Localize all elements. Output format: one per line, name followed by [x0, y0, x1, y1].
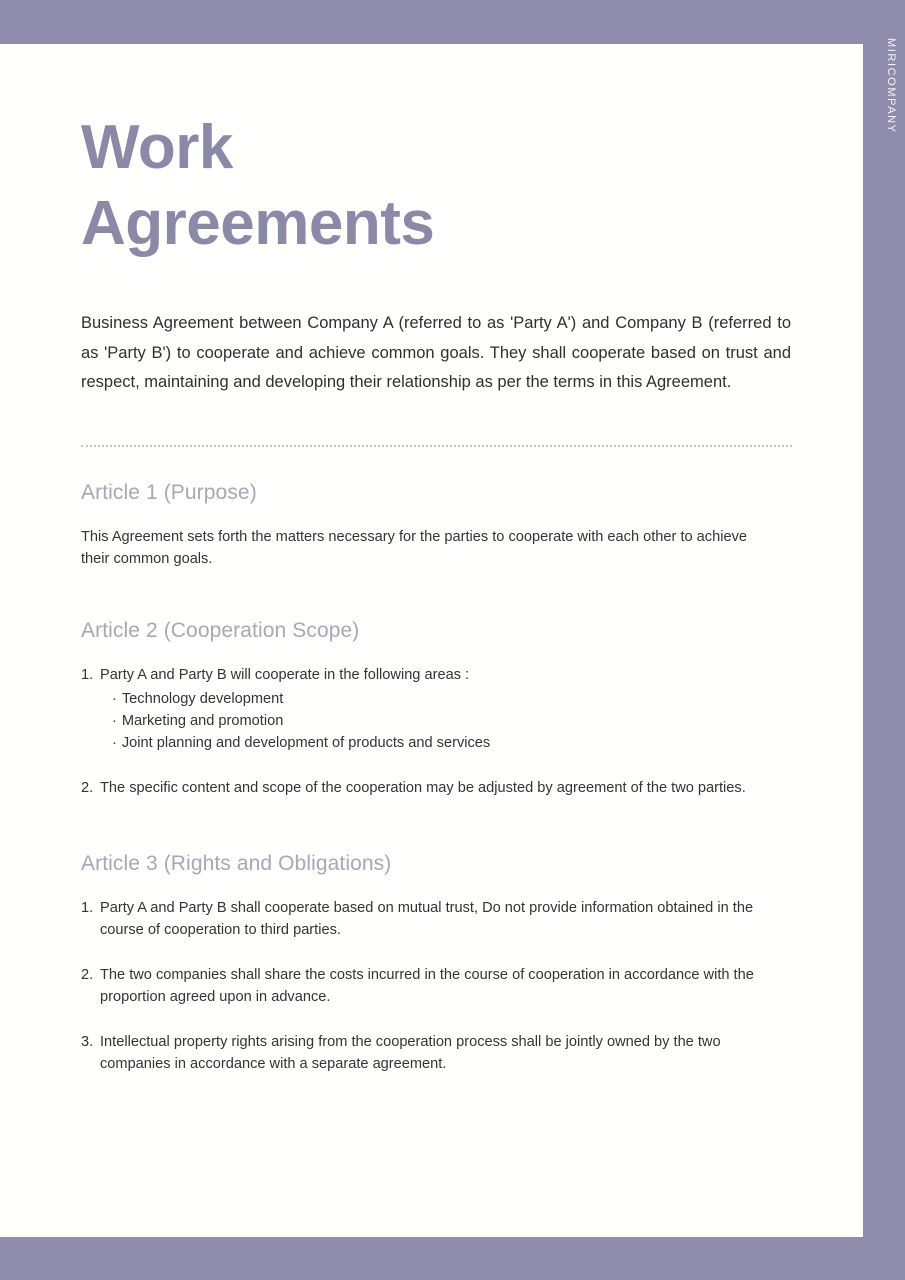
article-heading-2: Article 2 (Cooperation Scope)	[81, 618, 360, 642]
sub-list-item	[100, 710, 781, 732]
article-body-3	[81, 877, 791, 1075]
article-heading-1: Article 1 (Purpose)	[81, 480, 257, 504]
list-text	[100, 664, 781, 754]
page-title	[81, 44, 791, 262]
sub-list-item-label: Joint planning and development of products and services	[121, 734, 491, 751]
article-heading-3: Article 3 (Rights and Obligations)	[81, 851, 392, 875]
article-section-1	[81, 448, 791, 570]
sub-list-item-label: Technology development	[121, 690, 284, 707]
list-marker: 1.	[81, 899, 94, 916]
list-text: Intellectual property rights arising from the cooperation process shall be jointly owned by the two companies in accordance with a separate agreement.	[100, 1033, 721, 1072]
list-marker: 3.	[81, 1033, 94, 1050]
list-text-main: Party A and Party B will cooperate in the following areas :	[100, 666, 470, 683]
article-body-2	[81, 644, 791, 799]
sub-list-item	[100, 732, 781, 754]
list-item	[81, 964, 781, 1008]
list-marker: 2.	[81, 779, 94, 796]
article-section-2	[81, 570, 791, 799]
sub-list-item	[100, 688, 781, 710]
page-title-line-1: Work	[81, 113, 233, 182]
sub-list-item-label: Marketing and promotion	[121, 712, 284, 729]
article-section-3	[81, 799, 791, 1075]
list-item	[81, 664, 781, 754]
brand-strip	[863, 0, 905, 1280]
intro-paragraph: Business Agreement between Company A (referred to as 'Party A') and Company B (referred to as 'Party B') to cooperate and achieve common goals. They shall cooperate based on trust and respect, maintaining and developing their relationship as per the terms in this Agreement.	[81, 314, 791, 392]
list-marker: 2.	[81, 966, 94, 983]
page-title-line-2: Agreements	[81, 189, 435, 258]
bullet-dot-icon: ·	[112, 734, 117, 751]
bullet-dot-icon: ·	[112, 690, 117, 707]
brand-label: MIRICOMPANY	[885, 38, 897, 134]
sub-list	[100, 688, 781, 754]
list-item	[81, 777, 781, 799]
list-text: The specific content and scope of the cooperation may be adjusted by agreement of the two parties.	[100, 779, 746, 796]
list-text: The two companies shall share the costs incurred in the course of cooperation in accordance with the proportion agreed upon in advance.	[100, 966, 754, 1005]
article-body-1	[81, 506, 791, 570]
list-item	[81, 897, 781, 941]
article-1-paragraph: This Agreement sets forth the matters necessary for the parties to cooperate with each other to achieve their common goals.	[81, 528, 747, 567]
list-text: Party A and Party B shall cooperate based on mutual trust, Do not provide information obtained in the course of cooperation to third parties.	[100, 899, 754, 938]
bullet-dot-icon: ·	[112, 712, 117, 729]
document-page	[0, 44, 863, 1237]
document-content	[81, 44, 791, 1075]
list-item	[81, 1031, 781, 1075]
list-marker: 1.	[81, 666, 94, 683]
